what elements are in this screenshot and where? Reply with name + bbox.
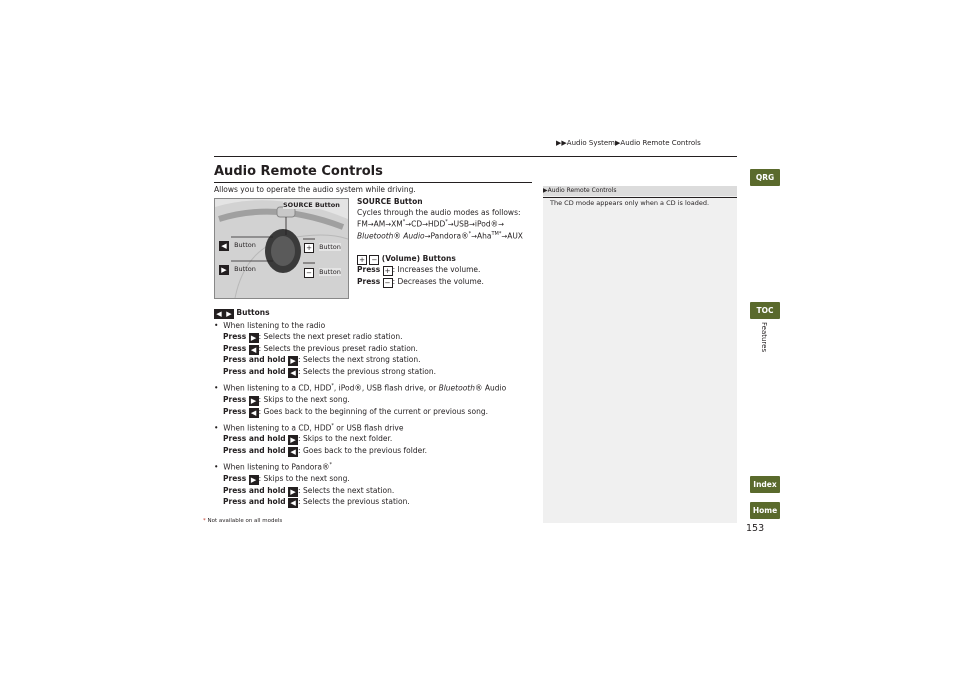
instruction-row xyxy=(223,407,488,419)
action-description: : Selects the previous strong station. xyxy=(298,366,436,376)
action-label: Press xyxy=(357,265,381,274)
next-icon: ▶ xyxy=(288,356,298,366)
bullet-text: When listening to a CD, HDD xyxy=(223,423,332,433)
next-icon: ▶ xyxy=(249,333,259,343)
bullet-text: When listening to a CD, HDD xyxy=(223,383,332,393)
side-note-divider xyxy=(543,197,737,198)
action-label: Press xyxy=(223,474,247,483)
plus-icon: + xyxy=(304,243,314,253)
instruction-row xyxy=(223,332,436,344)
breadcrumb-link-audio-system[interactable]: Audio System xyxy=(566,139,616,147)
illus-right-top-callout xyxy=(304,234,341,253)
side-note-marker-icon: ▶ xyxy=(543,187,548,194)
prev-icon: ◀ xyxy=(249,345,259,355)
instruction-row xyxy=(223,497,410,509)
home-button[interactable]: Home xyxy=(750,502,780,519)
mode-cd: CD xyxy=(411,219,423,229)
arrow-icon: → xyxy=(498,220,504,229)
action-label: Press and hold xyxy=(223,366,286,376)
bullet-icon: • xyxy=(214,423,219,433)
plus-icon: + xyxy=(357,255,367,265)
instruction-row xyxy=(223,474,410,486)
minus-icon: − xyxy=(369,255,379,265)
side-note-header xyxy=(543,186,737,196)
trademark: TM xyxy=(491,231,499,237)
asterisk: * xyxy=(329,462,332,468)
action-label: Press xyxy=(223,406,247,416)
bullet-text: Bluetooth xyxy=(438,383,475,393)
mode-bluetooth: Bluetooth® Audio xyxy=(357,231,425,241)
next-icon: ▶ xyxy=(224,309,234,319)
folder-item-list xyxy=(223,434,427,457)
prev-icon: ◀ xyxy=(219,241,229,251)
illus-label-prev: Button xyxy=(234,241,256,249)
intro-text: Allows you to operate the audio system while driving. xyxy=(214,185,416,194)
volume-heading-row xyxy=(357,254,456,265)
skip-heading-row xyxy=(214,308,270,319)
volume-up-row xyxy=(357,265,480,276)
plus-icon: + xyxy=(383,266,393,276)
bullet-pandora xyxy=(214,462,332,472)
side-note-panel xyxy=(543,186,737,523)
action-label: Press xyxy=(223,395,247,404)
mode-aux: AUX xyxy=(507,231,523,241)
side-note-text: The CD mode appears only when a CD is loaded. xyxy=(550,199,710,207)
action-label: Press xyxy=(357,277,381,286)
action-description: : Selects the next preset radio station. xyxy=(258,332,403,341)
bullet-icon: • xyxy=(214,383,219,393)
action-label: Press and hold xyxy=(223,355,286,364)
asterisk: * xyxy=(402,219,406,225)
arrow-icon: → xyxy=(501,232,508,241)
next-icon: ▶ xyxy=(288,487,298,497)
action-label: Press and hold xyxy=(223,434,286,443)
minus-icon: − xyxy=(304,268,314,278)
skip-heading: Buttons xyxy=(236,308,270,317)
illus-right-bottom-callout xyxy=(304,259,341,278)
bullet-text: When listening to the radio xyxy=(223,321,326,330)
illus-label-vol-up: Button xyxy=(319,243,341,251)
footnote xyxy=(203,518,282,524)
bullet-icon: • xyxy=(214,321,219,330)
source-modes-line2 xyxy=(357,231,523,241)
source-description: Cycles through the audio modes as follows: xyxy=(357,208,521,217)
bullet-icon: • xyxy=(214,462,219,472)
radio-item-list xyxy=(223,332,436,378)
asterisk: * xyxy=(331,423,334,429)
mode-xm: XM xyxy=(391,219,403,229)
section-label: Features xyxy=(760,322,768,353)
illus-left-top-callout xyxy=(219,232,256,251)
pandora-item-list xyxy=(223,474,410,509)
bullet-text: , iPod®, USB flash drive, or xyxy=(333,383,439,393)
volume-up-desc: : Increases the volume. xyxy=(392,265,481,274)
qrg-button[interactable]: QRG xyxy=(750,169,780,186)
arrow-icon: → xyxy=(469,220,475,229)
footnote-text: Not available on all models xyxy=(207,518,283,524)
mode-am: AM xyxy=(373,219,386,229)
arrow-icon: → xyxy=(422,220,429,229)
toc-button[interactable]: TOC xyxy=(750,302,780,319)
instruction-row xyxy=(223,344,436,356)
mode-usb: USB xyxy=(453,219,470,229)
arrow-icon: → xyxy=(367,220,374,229)
breadcrumb-separator-icon: ▶ xyxy=(615,139,621,147)
steering-wheel-illustration xyxy=(214,198,349,299)
action-label: Press xyxy=(223,332,247,341)
asterisk: * xyxy=(445,219,448,225)
instruction-row xyxy=(223,395,488,407)
next-icon: ▶ xyxy=(249,396,259,406)
mode-hdd: HDD xyxy=(428,219,446,229)
page-number: 153 xyxy=(746,523,765,534)
source-button-label: SOURCE Button xyxy=(283,201,340,209)
illus-label-next: Button xyxy=(234,265,256,273)
next-icon: ▶ xyxy=(219,265,229,275)
page-title: Audio Remote Controls xyxy=(214,164,383,179)
instruction-row xyxy=(223,434,427,446)
bullet-text: When listening to Pandora® xyxy=(223,462,330,472)
footnote-star: * xyxy=(203,518,206,524)
source-modes-line1 xyxy=(357,219,504,229)
arrow-icon: → xyxy=(471,232,477,241)
action-description: : Skips to the next song. xyxy=(258,474,350,483)
illus-label-vol-down: Button xyxy=(319,268,341,276)
action-description: : Skips to the next folder. xyxy=(298,434,393,443)
bullet-radio xyxy=(214,321,325,330)
mode-ipod: iPod® xyxy=(474,219,499,229)
top-divider xyxy=(214,156,737,157)
action-description: : Selects the previous preset radio station. xyxy=(258,343,418,353)
instruction-row xyxy=(223,367,436,379)
next-icon: ▶ xyxy=(249,475,259,485)
instruction-row xyxy=(223,355,436,367)
breadcrumb-current: Audio Remote Controls xyxy=(620,139,701,147)
asterisk: * xyxy=(498,231,502,237)
bullet-cd xyxy=(214,383,506,393)
index-button[interactable]: Index xyxy=(750,476,780,493)
side-note-header-text: Audio Remote Controls xyxy=(547,187,617,194)
cd-item-list xyxy=(223,395,488,418)
action-description: : Skips to the next song. xyxy=(258,395,350,404)
volume-down-desc: : Decreases the volume. xyxy=(392,277,484,286)
prev-icon: ◀ xyxy=(288,447,298,457)
action-description: : Goes back to the previous folder. xyxy=(298,445,427,455)
bullet-folder xyxy=(214,423,403,433)
prev-icon: ◀ xyxy=(288,498,298,508)
action-description: : Selects the next station. xyxy=(298,485,395,495)
arrow-icon: → xyxy=(405,220,412,229)
mode-fm: FM xyxy=(357,219,368,229)
mode-pandora: Pandora® xyxy=(430,231,469,241)
volume-heading: (Volume) Buttons xyxy=(381,254,456,263)
asterisk: * xyxy=(468,231,472,237)
asterisk: * xyxy=(331,383,334,389)
title-divider xyxy=(214,182,532,183)
arrow-icon: → xyxy=(424,232,431,241)
action-description: : Goes back to the beginning of the current or previous song. xyxy=(258,406,488,416)
illus-left-bottom-callout xyxy=(219,256,256,275)
breadcrumb xyxy=(556,139,701,147)
action-label: Press and hold xyxy=(223,485,286,495)
minus-icon: − xyxy=(383,278,393,288)
instruction-row xyxy=(223,446,427,458)
prev-icon: ◀ xyxy=(214,309,224,319)
prev-icon: ◀ xyxy=(249,408,259,418)
mode-aha: Aha xyxy=(476,231,492,241)
action-description: : Selects the next strong station. xyxy=(298,355,421,364)
arrow-icon: → xyxy=(385,220,392,229)
source-heading: SOURCE Button xyxy=(357,197,423,206)
instruction-row xyxy=(223,486,410,498)
action-label: Press and hold xyxy=(223,497,286,506)
next-icon: ▶ xyxy=(288,435,298,445)
arrow-icon: → xyxy=(447,220,454,229)
bullet-text: or USB flash drive xyxy=(333,423,404,433)
bullet-text: ® Audio xyxy=(474,383,507,393)
prev-icon: ◀ xyxy=(288,368,298,378)
volume-down-row xyxy=(357,277,484,288)
breadcrumb-marker-icon: ▶▶ xyxy=(556,139,567,147)
action-description: : Selects the previous station. xyxy=(298,497,410,506)
action-label: Press xyxy=(223,343,247,353)
action-label: Press and hold xyxy=(223,445,286,455)
